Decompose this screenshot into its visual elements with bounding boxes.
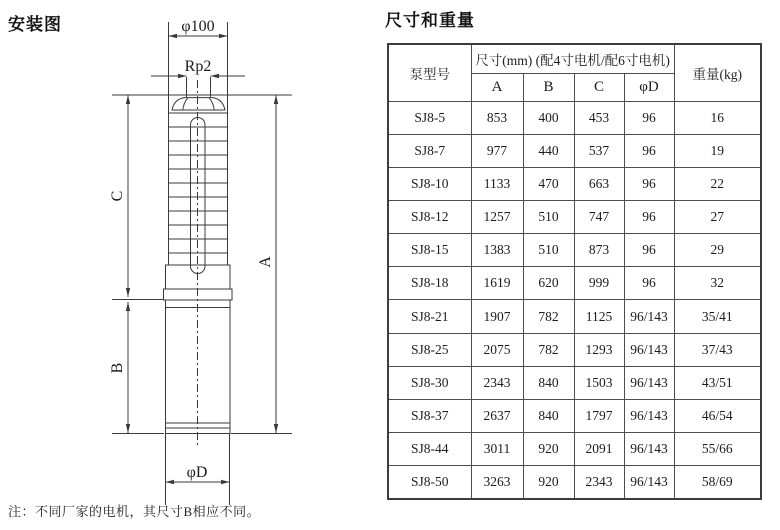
cell-model: SJ8-44 [388,433,471,466]
cell-model: SJ8-7 [388,134,471,167]
cell-model: SJ8-5 [388,101,471,134]
table-body [388,101,761,499]
cell-weight: 27 [674,200,761,233]
cell-weight: 43/51 [674,366,761,399]
table-row [388,333,761,366]
footnote: 注：不同厂家的电机，其尺寸B相应不同。 [8,504,261,519]
cell-model: SJ8-12 [388,200,471,233]
table-row [388,167,761,200]
dim-label-b: B [109,362,126,374]
cell-weight: 46/54 [674,399,761,432]
cell-c: 873 [574,234,624,267]
cell-model: SJ8-21 [388,300,471,333]
cell-b: 840 [523,366,574,399]
cell-d: 96 [624,101,674,134]
cell-d: 96 [624,267,674,300]
header-dims-group: 尺寸(mm) (配4寸电机/配6寸电机) [471,44,674,73]
cell-weight: 37/43 [674,333,761,366]
cell-a: 3263 [471,466,523,499]
cell-d: 96 [624,234,674,267]
cell-b: 440 [523,134,574,167]
cell-a: 1383 [471,234,523,267]
cell-a: 853 [471,101,523,134]
cell-d: 96/143 [624,333,674,366]
discharge-fitting [172,98,225,110]
cell-b: 920 [523,466,574,499]
dimension-arrowheads [126,34,278,484]
cell-model: SJ8-10 [388,167,471,200]
cell-c: 2091 [574,433,624,466]
cell-c: 1503 [574,366,624,399]
header-col-c: C [574,73,624,101]
table-row [388,466,761,499]
dim-label-phi100: φ100 [181,18,215,35]
cell-model: SJ8-15 [388,234,471,267]
header-weight: 重量(kg) [674,44,761,101]
dim-label-rp2: Rp2 [184,58,212,75]
table-row [388,101,761,134]
pump-installation-diagram [0,0,380,530]
header-col-b: B [523,73,574,101]
table-row [388,234,761,267]
cell-d: 96/143 [624,399,674,432]
cell-d: 96/143 [624,366,674,399]
cell-a: 1257 [471,200,523,233]
cell-model: SJ8-30 [388,366,471,399]
cell-c: 999 [574,267,624,300]
cell-c: 1293 [574,333,624,366]
cell-b: 400 [523,101,574,134]
cell-d: 96 [624,167,674,200]
cell-a: 977 [471,134,523,167]
table-row [388,200,761,233]
cell-a: 3011 [471,433,523,466]
cell-c: 2343 [574,466,624,499]
dimensions-weight-table [387,43,762,500]
cell-a: 2637 [471,399,523,432]
table-row [388,300,761,333]
cell-model: SJ8-25 [388,333,471,366]
cell-b: 510 [523,234,574,267]
cell-weight: 35/41 [674,300,761,333]
cell-d: 96/143 [624,300,674,333]
dim-label-c: C [109,190,126,202]
cell-model: SJ8-18 [388,267,471,300]
dim-label-a: A [257,256,274,268]
header-col-a: A [471,73,523,101]
cell-d: 96 [624,134,674,167]
cell-b: 920 [523,433,574,466]
cell-weight: 16 [674,101,761,134]
cell-weight: 22 [674,167,761,200]
cell-weight: 29 [674,234,761,267]
dimension-lines [128,36,276,482]
cell-d: 96 [624,200,674,233]
cell-model: SJ8-50 [388,466,471,499]
dim-label-phid: φD [186,464,208,481]
cell-b: 470 [523,167,574,200]
cell-c: 1797 [574,399,624,432]
header-col-phid: φD [624,73,674,101]
cell-a: 1133 [471,167,523,200]
cell-a: 2343 [471,366,523,399]
cell-d: 96/143 [624,433,674,466]
cell-weight: 32 [674,267,761,300]
table-row [388,433,761,466]
cell-weight: 19 [674,134,761,167]
cell-weight: 55/66 [674,433,761,466]
cell-c: 747 [574,200,624,233]
cell-weight: 58/69 [674,466,761,499]
table-row [388,399,761,432]
header-model: 泵型号 [388,44,471,101]
diagram-title: 安装图 [8,15,62,34]
cell-b: 510 [523,200,574,233]
cell-c: 453 [574,101,624,134]
table-row [388,267,761,300]
table-title: 尺寸和重量 [385,11,475,30]
cell-a: 1907 [471,300,523,333]
cell-d: 96/143 [624,466,674,499]
cell-model: SJ8-37 [388,399,471,432]
cell-b: 620 [523,267,574,300]
cell-b: 840 [523,399,574,432]
cell-c: 663 [574,167,624,200]
table-row [388,134,761,167]
cell-a: 2075 [471,333,523,366]
cell-c: 1125 [574,300,624,333]
table-row [388,366,761,399]
cell-c: 537 [574,134,624,167]
cell-b: 782 [523,300,574,333]
cell-a: 1619 [471,267,523,300]
cell-b: 782 [523,333,574,366]
